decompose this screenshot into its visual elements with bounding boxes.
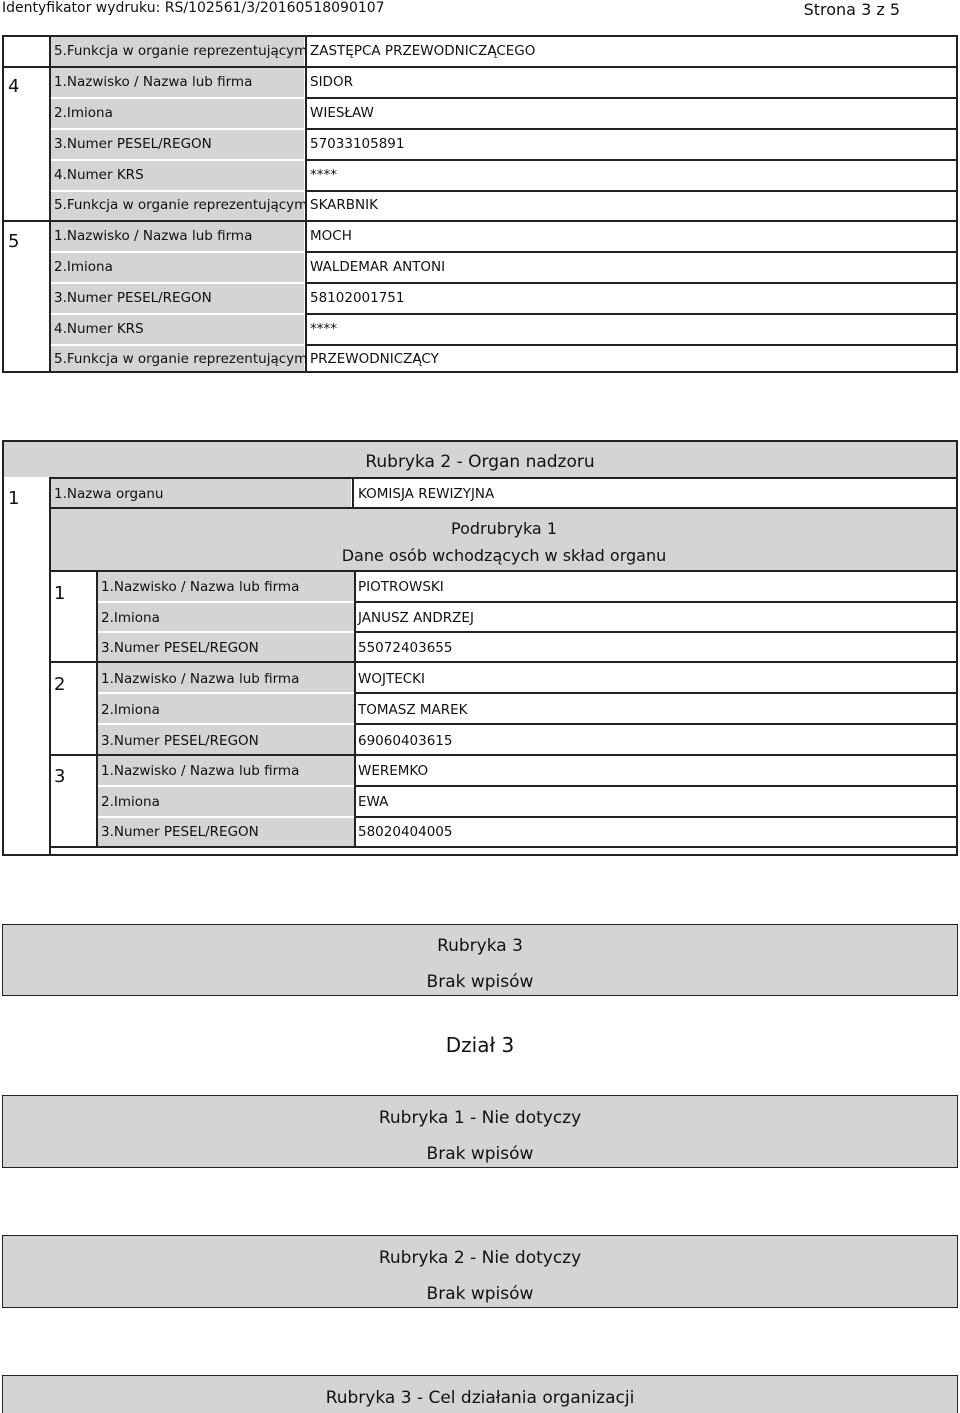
row-label: 1.Nazwisko / Nazwa lub firma xyxy=(54,74,253,90)
print-identifier: Identyfikator wydruku: RS/102561/3/20160518090107 xyxy=(2,0,385,16)
row-label: 5.Funkcja w organie reprezentującym xyxy=(54,197,308,213)
d3-rubryka-2-empty: Brak wpisów xyxy=(426,1284,534,1304)
d3-rubryka-2-title: Rubryka 2 - Nie dotyczy xyxy=(378,1248,582,1268)
d3-rubryka-3-box xyxy=(2,1375,958,1413)
d3-rubryka-2-box xyxy=(2,1235,958,1308)
row-value: 58102001751 xyxy=(310,290,405,306)
d3-rubryka-3-title: Rubryka 3 - Cel działania organizacji xyxy=(325,1388,635,1408)
member-number: 2 xyxy=(54,674,66,695)
row-value: WALDEMAR ANTONI xyxy=(310,259,446,275)
row-value: PRZEWODNICZĄCY xyxy=(310,351,439,367)
person-number: 4 xyxy=(8,76,20,97)
member-number: 3 xyxy=(54,766,66,787)
d3-rubryka-1-empty: Brak wpisów xyxy=(426,1144,534,1164)
row-label: 2.Imiona xyxy=(101,610,160,626)
person-number: 5 xyxy=(8,231,20,252)
row-value: 57033105891 xyxy=(310,136,405,152)
row-value: **** xyxy=(310,167,337,183)
row-label: 3.Numer PESEL/REGON xyxy=(54,290,212,306)
row-value: 58020404005 xyxy=(358,824,453,840)
row-value: TOMASZ MAREK xyxy=(358,702,468,718)
organ-name-label: 1.Nazwa organu xyxy=(54,486,164,502)
row-label: 3.Numer PESEL/REGON xyxy=(54,136,212,152)
row-label: 1.Nazwisko / Nazwa lub firma xyxy=(101,763,300,779)
row-label: 3.Numer PESEL/REGON xyxy=(101,733,259,749)
row-value: **** xyxy=(310,321,337,337)
row-value: ZASTĘPCA PRZEWODNICZĄCEGO xyxy=(310,43,536,59)
row-value: EWA xyxy=(358,794,389,810)
row-label: 5.Funkcja w organie reprezentującym xyxy=(54,43,308,59)
row-label: 1.Nazwisko / Nazwa lub firma xyxy=(54,228,253,244)
rubryka-3-empty: Brak wpisów xyxy=(426,972,534,992)
row-label: 4.Numer KRS xyxy=(54,321,144,337)
d3-rubryka-1-box xyxy=(2,1095,958,1168)
member-number: 1 xyxy=(54,583,66,604)
sub-rubryka-subtitle: Dane osób wchodzących w skład organu xyxy=(341,546,667,565)
rubryka-3-title: Rubryka 3 xyxy=(437,936,523,956)
row-label: 4.Numer KRS xyxy=(54,167,144,183)
row-value: 55072403655 xyxy=(358,640,453,656)
rubryka-2-title: Rubryka 2 - Organ nadzoru xyxy=(365,452,595,472)
row-label: 1.Nazwisko / Nazwa lub firma xyxy=(101,579,300,595)
row-value: PIOTROWSKI xyxy=(358,579,444,595)
row-value: MOCH xyxy=(310,228,352,244)
row-value: SKARBNIK xyxy=(310,197,378,213)
row-label: 3.Numer PESEL/REGON xyxy=(101,640,259,656)
row-value: 69060403615 xyxy=(358,733,453,749)
page-number: Strona 3 z 5 xyxy=(803,0,900,19)
organ-name-value: KOMISJA REWIZYJNA xyxy=(358,486,495,502)
row-value: WEREMKO xyxy=(358,763,429,779)
dzial-3-title: Dział 3 xyxy=(445,1033,515,1057)
row-label: 2.Imiona xyxy=(54,259,113,275)
row-label: 3.Numer PESEL/REGON xyxy=(101,824,259,840)
row-value: WIESŁAW xyxy=(310,105,374,121)
row-label: 1.Nazwisko / Nazwa lub firma xyxy=(101,671,300,687)
d3-rubryka-1-title: Rubryka 1 - Nie dotyczy xyxy=(378,1108,582,1128)
row-label: 2.Imiona xyxy=(101,794,160,810)
row-label: 2.Imiona xyxy=(54,105,113,121)
row-value: SIDOR xyxy=(310,74,353,90)
row-value: JANUSZ ANDRZEJ xyxy=(358,610,474,626)
row-value: WOJTECKI xyxy=(358,671,425,687)
row-label: 2.Imiona xyxy=(101,702,160,718)
sub-rubryka-title: Podrubryka 1 xyxy=(451,519,557,538)
row-label: 5.Funkcja w organie reprezentującym xyxy=(54,351,308,367)
rubryka-3-box xyxy=(2,924,958,996)
organ-number: 1 xyxy=(8,488,20,509)
